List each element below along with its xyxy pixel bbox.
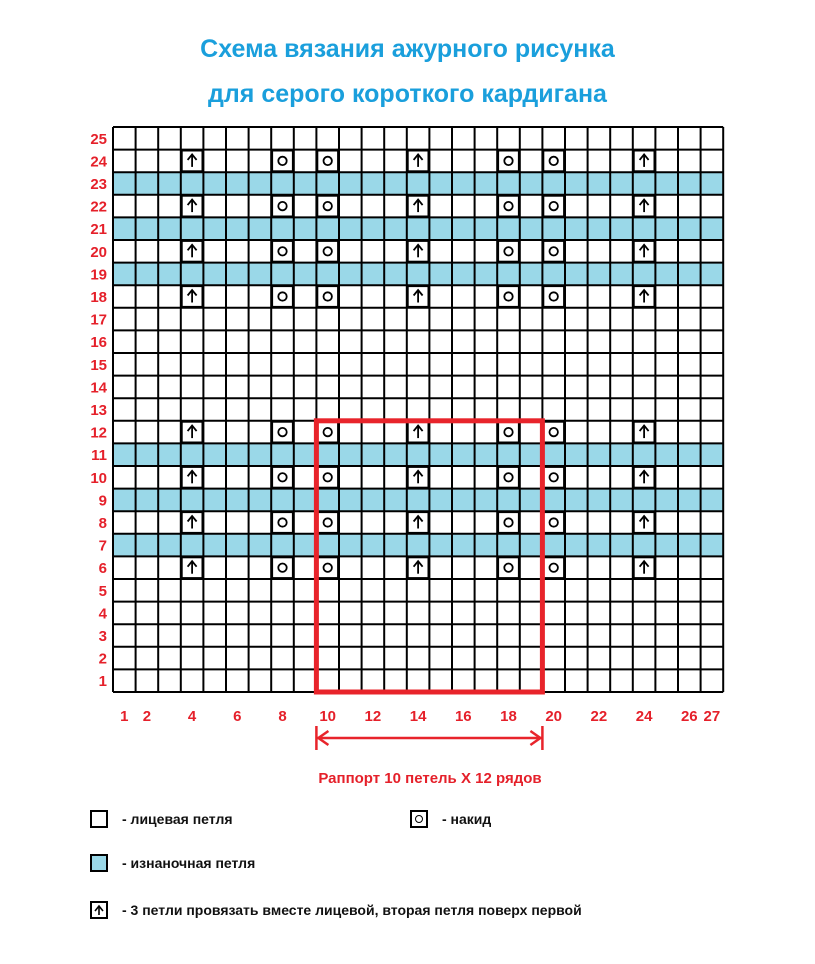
row-number-label: 19 [90,266,107,284]
rapport-label: Раппорт 10 петель Х 12 рядов [318,770,542,787]
blue-square-icon [90,854,108,872]
yarn-over-cell [317,512,338,533]
row-number-label: 17 [90,311,107,329]
row-number-label: 5 [98,582,107,600]
yarn-over-cell [543,151,564,172]
row-number-label: 13 [90,402,107,419]
yarn-over-cell [498,151,519,172]
yarn-over-cell [543,557,564,578]
column-number-label: 12 [364,708,382,725]
column-number-label: 22 [590,708,608,725]
yarn-over-cell [498,196,519,217]
column-number-label: 26 [680,708,698,725]
yarn-over-cell [498,512,519,533]
row-number-label: 4 [98,605,107,623]
column-number-label: 1 [120,708,129,725]
row-number-label: 14 [90,379,107,397]
row-number-label: 18 [90,289,107,306]
yarn-over-cell [498,557,519,578]
yarn-over-cell [543,196,564,217]
column-number-label: 24 [635,708,653,725]
purl-row-band [113,489,723,512]
legend-decrease [90,899,582,921]
row-number-label: 22 [90,198,107,216]
yarn-over-cell [272,241,293,262]
yarn-over-cell [543,241,564,262]
row-number-label: 10 [90,469,107,487]
column-number-label: 8 [278,708,287,725]
legend-yarn-over [410,808,491,830]
row-number-label: 7 [98,537,107,555]
row-number-label: 1 [98,673,107,691]
column-number-label: 2 [142,708,152,725]
column-number-label: 14 [409,708,427,725]
yarn-over-cell [317,422,338,443]
legend-yarn-over-text: - накид [442,811,492,827]
white-square-icon [90,810,108,828]
yarn-over-cell [272,557,293,578]
purl-row-band [113,217,723,240]
column-number-label: 27 [703,708,721,725]
row-number-label: 9 [98,492,107,510]
purl-row-band [113,443,723,466]
row-number-label: 23 [90,176,107,193]
column-number-label: 10 [319,708,337,725]
row-number-label: 20 [90,243,107,261]
column-number-label: 4 [187,708,197,725]
row-number-label: 15 [90,356,107,374]
purl-row-band [113,172,723,195]
yarn-over-cell [272,286,293,307]
row-number-label: 12 [90,424,107,442]
yarn-over-cell [317,286,338,307]
yarn-over-cell [543,467,564,488]
purl-row-band [113,263,723,286]
column-number-label: 18 [500,708,517,725]
yarn-over-cell [498,422,519,443]
legend-purl [90,852,255,874]
row-number-label: 2 [98,650,107,668]
row-number-label: 6 [98,560,107,578]
yarn-over-cell [272,422,293,443]
arrow-up-square-icon [90,901,108,919]
yarn-over-cell [543,512,564,533]
yarn-over-cell [317,557,338,578]
row-number-label: 24 [90,153,107,171]
yarn-over-cell [317,467,338,488]
row-number-label: 11 [91,447,107,465]
yarn-over-cell [498,467,519,488]
column-number-label: 16 [454,708,472,725]
yarn-over-cell [272,196,293,217]
legend-knit [90,808,233,830]
column-number-label: 20 [545,708,563,725]
legend-decrease-text: - 3 петли провязать вместе лицевой, вторая петля поверх первой [122,902,582,918]
yarn-over-cell [272,151,293,172]
row-number-label: 21 [90,221,107,239]
yarn-over-cell [498,241,519,262]
yarn-over-cell [317,151,338,172]
yarn-over-cell [543,286,564,307]
yarn-over-cell [272,512,293,533]
chart-title-line-1: Схема вязания ажурного рисунка [200,35,615,63]
yarn-over-cell [498,286,519,307]
purl-row-band [113,534,723,557]
legend-purl-text: - изнаночная петля [122,855,256,871]
yarn-over-cell [543,422,564,443]
row-number-label: 8 [98,515,107,532]
yarn-over-cell [317,196,338,217]
yarn-over-cell [317,241,338,262]
circle-square-icon [410,810,428,828]
row-number-label: 3 [98,628,107,645]
row-number-label: 16 [90,334,107,352]
row-number-label: 25 [90,130,107,148]
legend-knit-text: - лицевая петля [122,811,233,827]
yarn-over-cell [272,467,293,488]
chart-title-line-2: для серого короткого кардигана [208,80,607,108]
column-number-label: 6 [233,708,242,725]
